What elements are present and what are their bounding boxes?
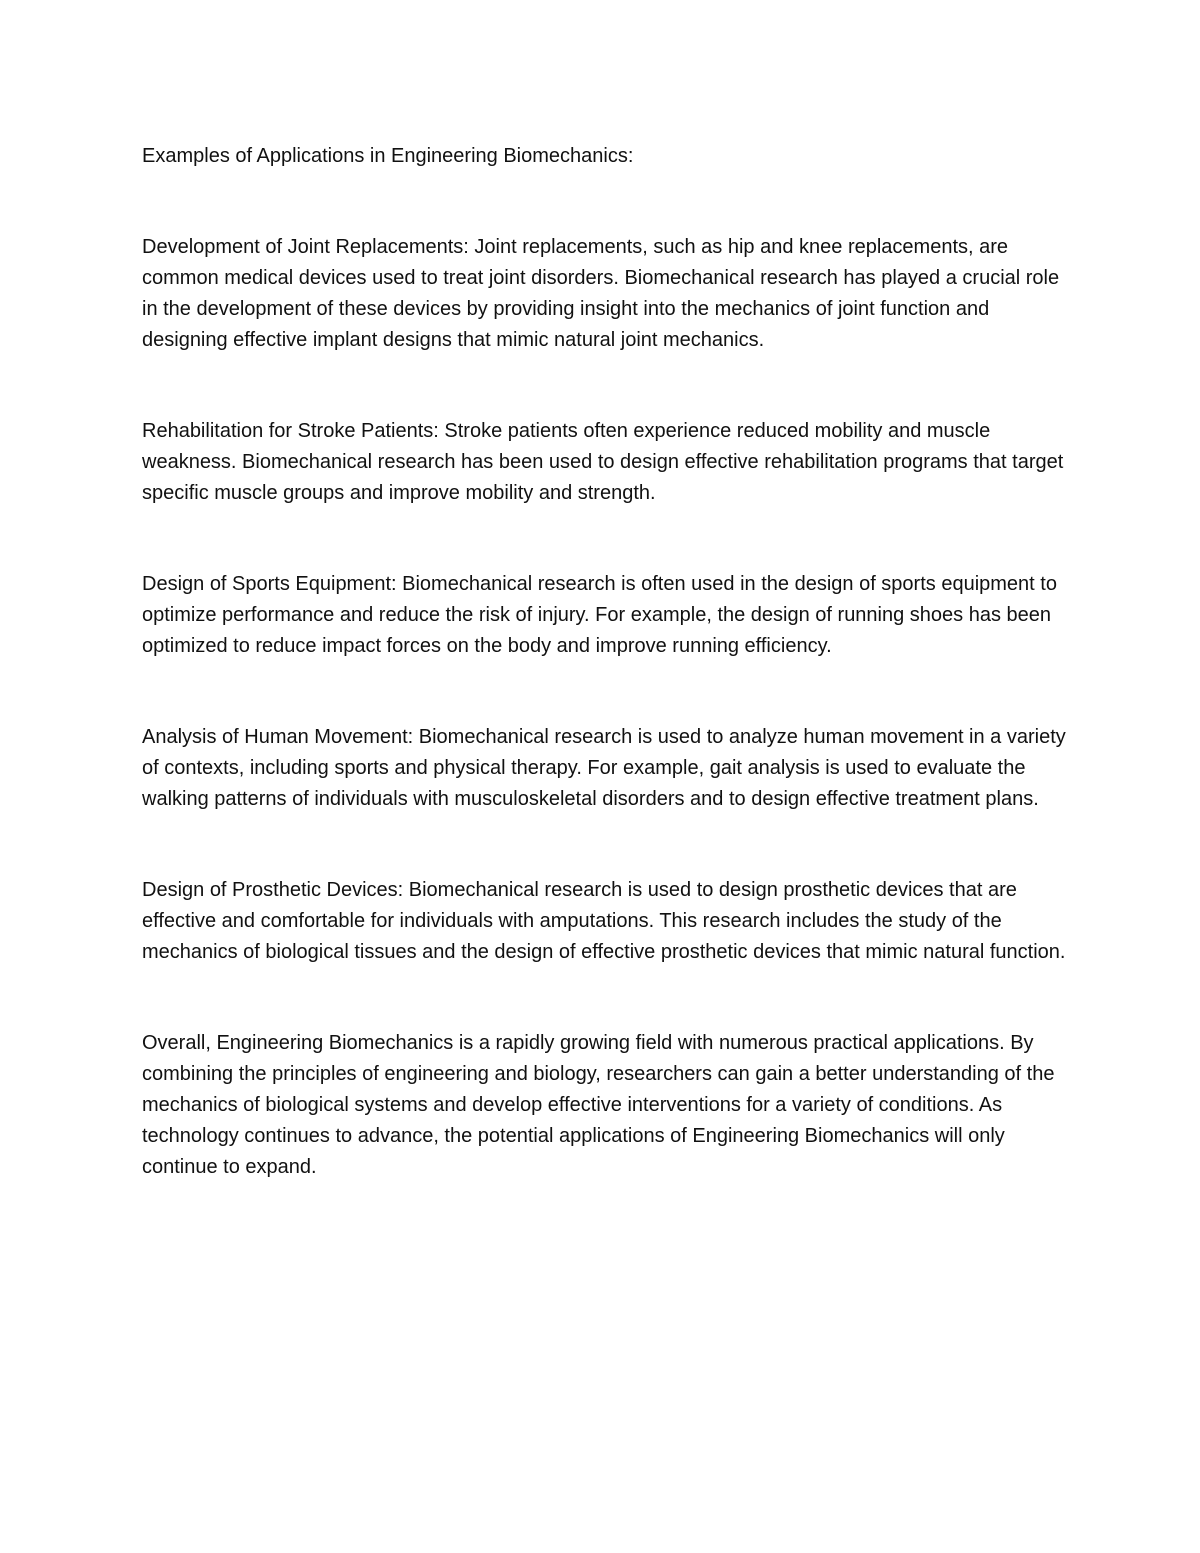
document-body bbox=[142, 141, 1072, 1183]
paragraph-joint-replacements: Development of Joint Replacements: Joint replacements, such as hip and knee replacements, are common medical devices used to treat joint disorders. Biomechanical research has played a crucial role in the development of these devices by providing insight into the mechanics of joint function and designing effective implant designs that mimic natural joint mechanics. bbox=[142, 236, 1060, 351]
paragraph-stroke-rehabilitation: Rehabilitation for Stroke Patients: Stroke patients often experience reduced mobility and muscle weakness. Biomechanical research has been used to design effective rehabilitation programs that target specific muscle groups and improve mobility and strength. bbox=[142, 420, 1064, 504]
paragraph-prosthetic-devices: Design of Prosthetic Devices: Biomechanical research is used to design prosthetic devices that are effective and comfortable for individuals with amputations. This research includes the study of the mechanics of biological tissues and the design of effective prosthetic devices that mimic natural function. bbox=[142, 879, 1066, 963]
document-heading: Examples of Applications in Engineering Biomechanics: bbox=[142, 145, 634, 167]
paragraph-sports-equipment: Design of Sports Equipment: Biomechanical research is often used in the design of sports equipment to optimize performance and reduce the risk of injury. For example, the design of running shoes has been optimized to reduce impact forces on the body and improve running efficiency. bbox=[142, 573, 1057, 657]
paragraph-human-movement: Analysis of Human Movement: Biomechanical research is used to analyze human movement in a variety of contexts, including sports and physical therapy. For example, gait analysis is used to evaluate the walking patterns of individuals with musculoskeletal disorders and to design effective treatment plans. bbox=[142, 726, 1066, 810]
paragraph-overall-summary: Overall, Engineering Biomechanics is a rapidly growing field with numerous practical applications. By combining the principles of engineering and biology, researchers can gain a better understanding of the mechanics of biological systems and develop effective interventions for a variety of conditions. As technology continues to advance, the potential applications of Engineering Biomechanics will only continue to expand. bbox=[142, 1032, 1055, 1178]
